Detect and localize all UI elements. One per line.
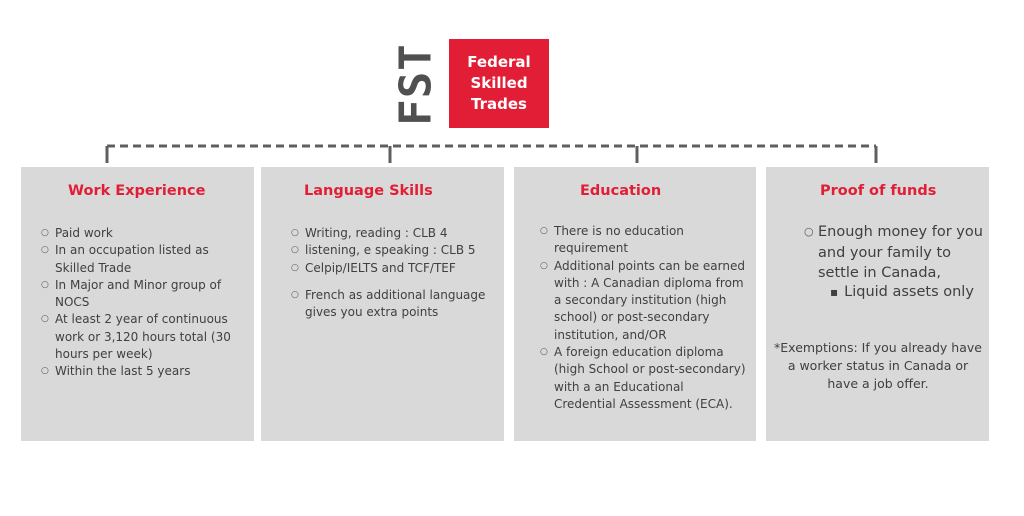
card-proof-of-funds [766, 167, 989, 441]
list-item: ○ listening, e speaking : CLB 5 [291, 242, 496, 259]
card-title: Education [580, 183, 662, 199]
card-title: Proof of funds [820, 183, 937, 199]
sub-list-item: ▪ Liquid assets only [830, 282, 974, 302]
fst-abbreviation-text: FST [390, 42, 442, 126]
card-list [540, 223, 748, 413]
exemptions-note: *Exemptions: If you already have a worker status in Canada or have a job offer. [774, 340, 982, 391]
card-title: Work Experience [68, 183, 206, 199]
list-item: ○ There is no education requirement [540, 223, 748, 258]
list-item: ○ Enough money for you and your family to settle in Canada, [804, 222, 984, 284]
program-title-line-3: Trades [471, 95, 527, 113]
card-list [41, 225, 241, 381]
fst-abbreviation [386, 42, 446, 126]
program-title-line-2: Skilled [470, 74, 528, 92]
list-item: ○ French as additional language gives you extra points [291, 287, 496, 322]
card-work-experience [21, 167, 254, 441]
list-item: ○ At least 2 year of continuous work or 3,120 hours total (30 hours per week) [41, 311, 241, 363]
program-title-box [449, 39, 549, 128]
list-item: ○ Additional points can be earned with : A Canadian diploma from a secondary institution (high school) or post-secondary institution, and/OR [540, 258, 748, 344]
list-item: ○ In Major and Minor group of NOCS [41, 277, 241, 312]
program-title-line-1: Federal [467, 53, 531, 71]
list-item: ○ Celpip/IELTS and TCF/TEF [291, 260, 496, 277]
list-item: ○ Writing, reading : CLB 4 [291, 225, 496, 242]
card-title: Language Skills [304, 183, 433, 199]
card-language-skills [261, 167, 504, 441]
list-item: ○ In an occupation listed as Skilled Trade [41, 242, 241, 277]
card-list [804, 222, 984, 284]
list-item: ○ A foreign education diploma (high School or post-secondary) with a an Educational Credential Assessment (ECA). [540, 344, 748, 413]
card-education [514, 167, 756, 441]
card-list [291, 225, 496, 321]
list-item: ○ Paid work [41, 225, 241, 242]
list-item: ○ Within the last 5 years [41, 363, 241, 380]
